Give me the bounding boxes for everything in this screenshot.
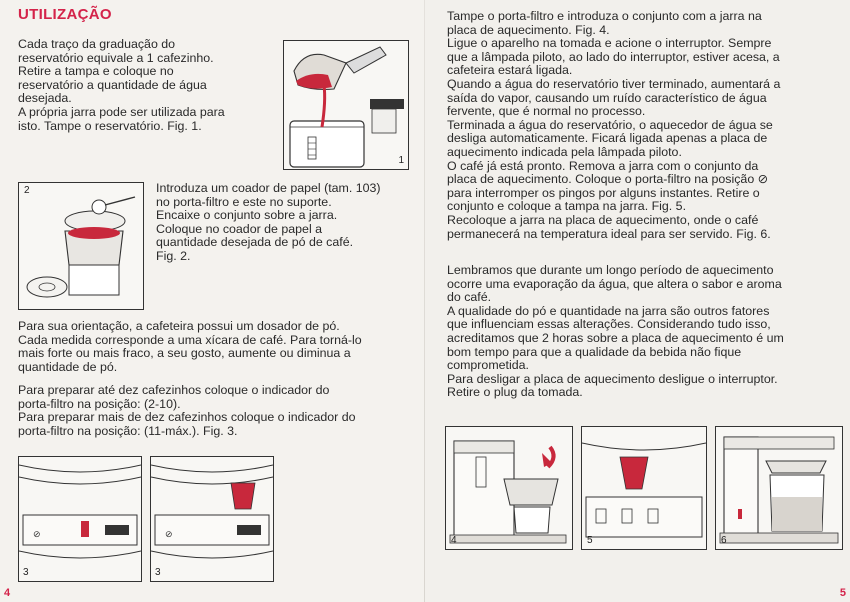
text-line: Ligue o aparelho na tomada e acione o interruptor. Sempre (447, 36, 772, 51)
figure-number: 2 (24, 185, 30, 196)
right-page (425, 0, 850, 602)
fig3b-illustration (151, 457, 273, 581)
text-line: Introduza um coador de papel (tam. 103) (156, 181, 381, 195)
text-line: desliga automaticamente. Ficará ligada apenas a placa de (447, 131, 768, 146)
text-line: porta-filtro na posição: (2-10). (18, 396, 181, 411)
figure-3b (150, 456, 274, 582)
figure-5 (581, 426, 707, 550)
text-line: Encaixe o conjunto sobre a jarra. (156, 208, 338, 223)
text-line: placa de aquecimento. Fig. 4. (447, 22, 610, 37)
text-block-6 (447, 264, 843, 400)
figure-3a (18, 456, 142, 582)
text-block-4 (18, 384, 418, 438)
text-line: desejada. (18, 91, 72, 106)
text-line: reservatório a quantidade de água (18, 77, 207, 92)
figure-number: 1 (398, 155, 404, 166)
text-line: Para sua orientação, a cafeteira possui um dosador de pó. (18, 319, 340, 333)
text-line: cafeteira estará ligada. (447, 63, 573, 78)
text-line: aquecimento indicada pela lâmpada piloto. (447, 144, 682, 159)
figure-number: 4 (451, 535, 457, 546)
text-line: Terminada a água do reservatório, o aquecedor de água se (447, 117, 773, 132)
svg-text:⊘: ⊘ (33, 529, 41, 539)
figure-1 (283, 40, 409, 170)
text-block-2 (156, 182, 414, 264)
page-number: 5 (839, 587, 846, 599)
text-line: Cada medida corresponde a uma xícara de café. Para torná-lo (18, 332, 362, 347)
text-line: do café. (447, 290, 492, 305)
text-line: bom tempo para que a qualidade da bebida não fique (447, 344, 742, 359)
text-line: que a lâmpada piloto, ao lado do interruptor, estiver acesa, a (447, 49, 780, 64)
text-line: Cada traço da graduação do (18, 37, 176, 51)
text-block-5 (447, 10, 843, 241)
text-line: ocorre uma evaporação da água, que altera o sabor e aroma (447, 276, 782, 291)
text-line: mais forte ou mais fraco, a seu gosto, aumente ou diminua a (18, 346, 351, 361)
figure-2 (18, 182, 144, 310)
text-line: permanecerá na temperatura ideal para ser servido. Fig. 6. (447, 226, 771, 241)
text-line: Quando a água do reservatório tiver terminado, aumentará a (447, 76, 781, 91)
text-line: placa de aquecimento. Coloque o porta-filtro na posição ⊘ (447, 172, 769, 187)
page-number: 4 (4, 587, 11, 599)
text-line: Para preparar mais de dez cafezinhos coloque o indicador do (18, 410, 356, 425)
fig2-illustration (19, 183, 143, 309)
text-line: Para preparar até dez cafezinhos coloque o indicador do (18, 383, 330, 397)
section-heading: UTILIZAÇÃO (18, 6, 112, 23)
text-line: quantidade desejada de pó de café. (156, 235, 354, 250)
figure-number: 6 (721, 535, 727, 546)
text-line: A própria jarra pode ser utilizada para (18, 104, 225, 119)
text-line: A qualidade do pó e quantidade na jarra são outros fatores (447, 303, 770, 318)
text-line: Retire a tampa e coloque no (18, 64, 174, 79)
text-line: Recoloque a jarra na placa de aquecimento, onde o café (447, 212, 759, 227)
text-line: O café já está pronto. Remova a jarra com o conjunto da (447, 158, 759, 173)
svg-text:⊘: ⊘ (165, 529, 173, 539)
text-line: Tampe o porta-filtro e introduza o conjunto com a jarra na (447, 9, 762, 23)
text-line: Retire o plug da tomada. (447, 385, 583, 400)
text-block-3 (18, 320, 418, 374)
fig6-illustration (716, 427, 842, 549)
figure-number: 3 (155, 567, 161, 578)
text-line: quantidade de pó. (18, 359, 118, 374)
text-block-1 (18, 38, 268, 133)
text-line: saída do vapor, causando um ruído característico de água (447, 90, 767, 105)
text-line: reservatório equivale a 1 cafezinho. (18, 50, 214, 65)
text-line: porta-filtro na posição: (11-máx.). Fig. 3. (18, 423, 238, 438)
fig5-illustration (582, 427, 706, 549)
fig4-illustration (446, 427, 572, 549)
text-line: acreditamos que 2 horas sobre a placa de aquecimento é um (447, 330, 784, 345)
text-line: isto. Tampe o reservatório. Fig. 1. (18, 118, 202, 133)
figure-4 (445, 426, 573, 550)
text-line: Lembramos que durante um longo período de aquecimento (447, 263, 774, 277)
text-line: no porta-filtro e este no suporte. (156, 194, 332, 209)
text-line: conjunto e coloque a tampa na jarra. Fig. 5. (447, 199, 687, 214)
text-line: Fig. 2. (156, 248, 191, 263)
text-line: fervente, que é normal no processo. (447, 104, 646, 119)
text-line: comprometida. (447, 358, 529, 373)
fig3a-illustration (19, 457, 141, 581)
text-line: que influenciam essas alterações. Considerando tudo isso, (447, 317, 771, 332)
figure-number: 3 (23, 567, 29, 578)
figure-6 (715, 426, 843, 550)
fig1-illustration (284, 41, 408, 169)
text-line: Coloque no coador de papel a (156, 221, 323, 236)
text-line: para interromper os pingos por alguns instantes. Retire o (447, 185, 760, 200)
text-line: Para desligar a placa de aquecimento desligue o interruptor. (447, 371, 778, 386)
figure-number: 5 (587, 535, 593, 546)
